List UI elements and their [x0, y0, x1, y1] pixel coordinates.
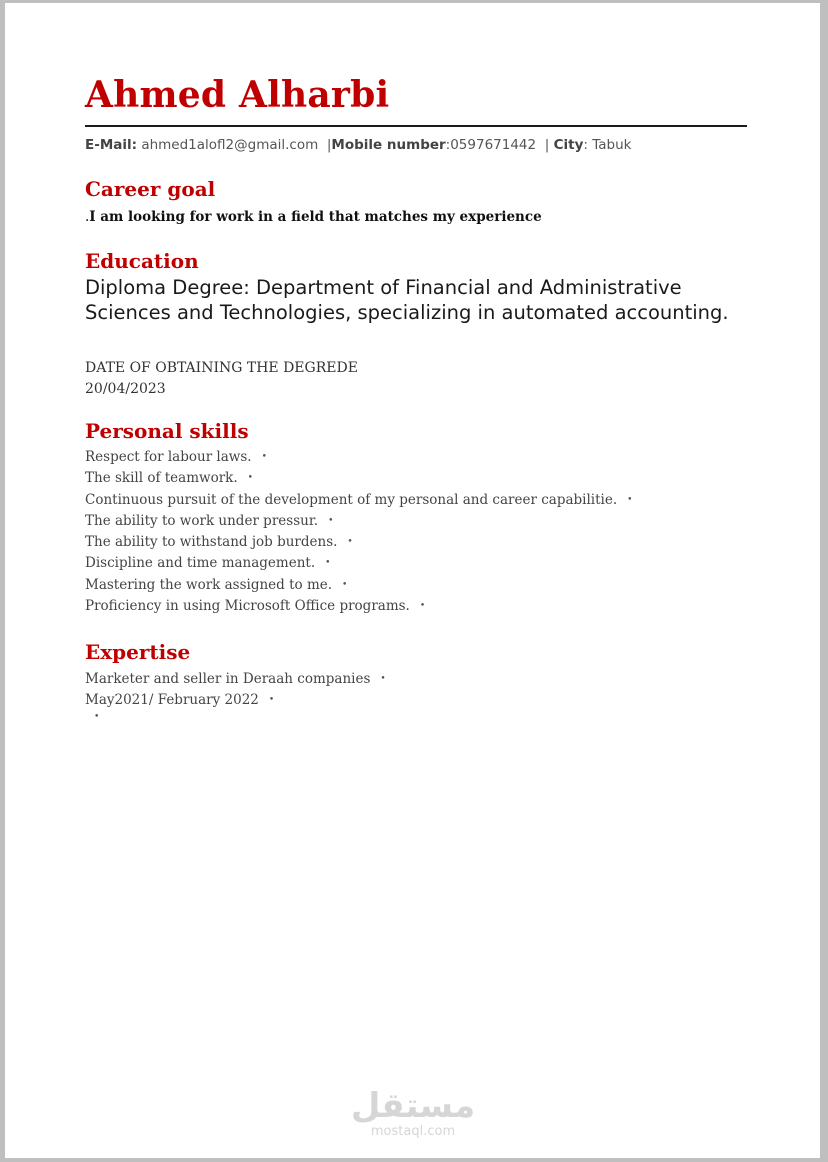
city-label: City — [553, 137, 584, 153]
skill-text: Respect for labour laws. — [85, 449, 252, 465]
bullet-icon: • — [380, 674, 386, 684]
skill-text: The skill of teamwork. — [85, 470, 238, 487]
list-item — [85, 511, 632, 532]
watermark-url: mostaql.com — [370, 1124, 456, 1139]
education-text: Diploma Degree: Department of Financial and Administrative Sciences and Technologies, specializing in automated accounting. — [85, 276, 729, 324]
list-item — [85, 447, 632, 468]
list-item — [85, 596, 632, 617]
header-divider — [85, 125, 747, 127]
skill-text: Discipline and time management. — [85, 555, 316, 572]
contact-separator: | — [326, 137, 332, 153]
bullet-icon: • — [328, 515, 334, 526]
bullet-icon: • — [247, 473, 253, 484]
email-label: E-Mail: — [85, 137, 138, 153]
contact-separator: | — [544, 137, 550, 153]
expertise-text: Marketer and seller in Deraah companies — [85, 671, 371, 687]
expertise-text: May2021/ February 2022 — [85, 692, 259, 709]
bullet-icon: • — [342, 579, 348, 590]
expertise-heading: Expertise — [85, 640, 191, 664]
list-item — [85, 575, 632, 596]
mobile-label: Mobile number — [331, 137, 446, 153]
degree-date-block — [85, 358, 358, 400]
bullet-icon: • — [325, 558, 331, 569]
expertise-list — [85, 669, 386, 712]
list-item — [85, 468, 632, 489]
document-page — [5, 3, 820, 1158]
career-goal-text — [85, 209, 542, 225]
list-item — [85, 669, 386, 690]
personal-skills-heading: Personal skills — [85, 419, 249, 443]
bullet-icon: • — [268, 695, 275, 706]
empty-bullet-icon: • — [94, 712, 100, 722]
skills-list — [85, 447, 632, 617]
skill-text: Mastering the work assigned to me. — [85, 576, 333, 593]
mobile-value: :0597671442 — [445, 137, 537, 153]
list-item — [85, 532, 632, 553]
education-heading: Education — [85, 249, 199, 273]
degree-date-label: DATE OF OBTAINING THE DEGREDE — [85, 360, 358, 376]
list-item — [85, 490, 632, 511]
skill-text: The ability to withstand job burdens. — [85, 534, 338, 551]
city-value: : Tabuk — [583, 137, 632, 153]
skill-text: Continuous pursuit of the development of my personal and career capabilitie. — [85, 491, 618, 508]
bullet-icon: • — [261, 452, 267, 462]
mostaql-watermark — [343, 1088, 483, 1140]
skill-text: Proficiency in using Microsoft Office programs. — [85, 598, 410, 615]
watermark-logo: مستقل — [350, 1086, 476, 1126]
bullet-icon: • — [347, 537, 353, 548]
email-value: ahmed1alofl2@gmail.com — [141, 137, 319, 153]
list-item — [85, 553, 632, 574]
candidate-name: Ahmed Alharbi — [85, 74, 390, 116]
list-item — [85, 690, 386, 711]
skill-text: The ability to work under pressur. — [85, 512, 319, 529]
career-goal-heading: Career goal — [85, 177, 216, 201]
contact-line — [85, 137, 631, 153]
bullet-icon: • — [627, 494, 633, 505]
bullet-icon: • — [419, 601, 426, 612]
career-goal-prefix: . — [85, 209, 90, 225]
degree-date-value: 20/04/2023 — [85, 381, 166, 397]
career-goal-statement: I am looking for work in a field that matches my experience — [89, 209, 542, 225]
